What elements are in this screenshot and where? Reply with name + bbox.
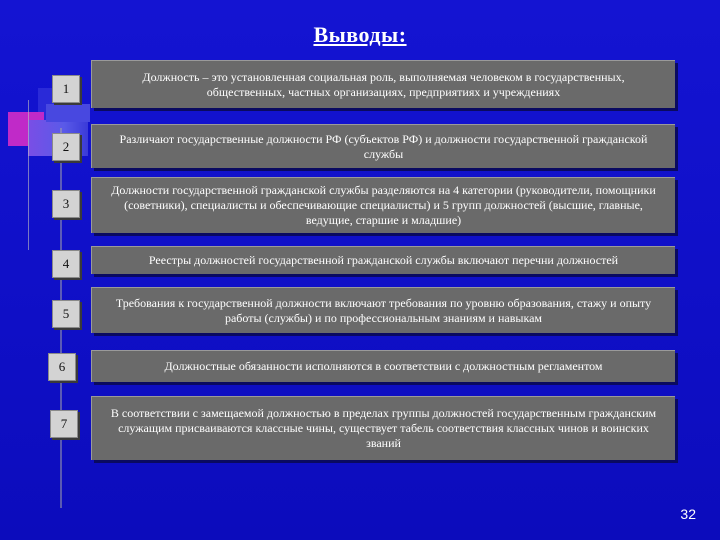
decorative-line bbox=[28, 100, 29, 250]
item-number-badge: 2 bbox=[52, 133, 80, 161]
conclusion-box bbox=[91, 177, 675, 233]
item-number-badge: 6 bbox=[48, 353, 76, 381]
item-number-badge: 7 bbox=[50, 410, 78, 438]
conclusion-text: Должность – это установленная социальная роль, выполняемая человеком в государственных, общественных, частных организациях, предприятиях и учреждениях bbox=[142, 69, 625, 99]
conclusion-box bbox=[91, 124, 675, 168]
conclusion-text: Различают государственные должности РФ (субъектов РФ) и должности государственной гражданской службы bbox=[119, 131, 648, 161]
decorative-square bbox=[46, 104, 90, 122]
conclusion-text: Должностные обязанности исполняются в соответствии с должностным регламентом bbox=[164, 359, 603, 373]
conclusion-box bbox=[91, 60, 675, 108]
page-number: 32 bbox=[680, 506, 696, 522]
item-number-badge: 1 bbox=[52, 75, 80, 103]
conclusion-text: В соответствии с замещаемой должностью в пределах группы должностей государственным гражданским служащим присваиваются классные чины, существует табель соответствия классных чинов и воинских званий bbox=[110, 406, 657, 450]
conclusion-text: Должности государственной гражданской службы разделяются на 4 категории (руководители, помощники (советники), специалисты и обеспечивающие специалисты) и 5 групп должностей (высшие, главные, ведущие, старшие и младшие) bbox=[111, 183, 656, 227]
conclusion-box bbox=[91, 396, 675, 460]
conclusion-text: Реестры должностей государственной гражданской службы включают перечни должностей bbox=[148, 253, 619, 267]
item-number-badge: 3 bbox=[52, 190, 80, 218]
conclusion-box bbox=[91, 246, 675, 274]
slide-title: Выводы: bbox=[313, 22, 407, 47]
conclusion-text: Требования к государственной должности включают требования по уровню образования, стажу и опыту работы (службы) и по профессиональным знаниям и навыкам bbox=[115, 295, 652, 325]
conclusion-box bbox=[91, 287, 675, 333]
conclusion-box bbox=[91, 350, 675, 382]
item-number-badge: 4 bbox=[52, 250, 80, 278]
item-number-badge: 5 bbox=[52, 300, 80, 328]
